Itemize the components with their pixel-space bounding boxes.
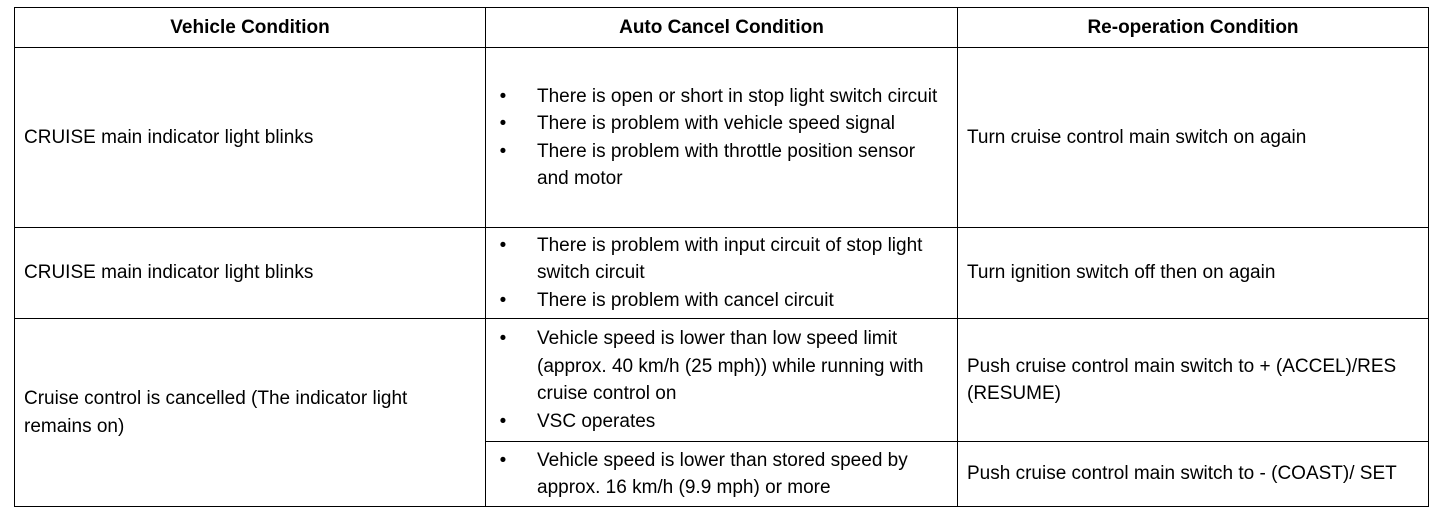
list-item <box>495 325 945 408</box>
list-item <box>495 232 945 287</box>
vehicle-condition-cell: Cruise control is cancelled (The indicator light remains on) <box>15 319 486 507</box>
table-row <box>15 319 1429 442</box>
bullet-icon: • <box>499 85 507 107</box>
list-item <box>495 287 945 315</box>
cruise-cancel-table <box>14 7 1429 507</box>
list-item-text: There is problem with throttle position sensor and motor <box>537 140 916 189</box>
bullet-icon: • <box>499 289 507 311</box>
table-row <box>15 48 1429 228</box>
auto-cancel-cell <box>486 319 958 442</box>
auto-cancel-cell <box>486 228 958 319</box>
auto-cancel-list <box>495 83 945 193</box>
header-reoperation-condition: Re-operation Condition <box>958 8 1429 48</box>
table-row <box>15 228 1429 319</box>
reoperation-cell: Push cruise control main switch to + (ACCEL)/RES (RESUME) <box>958 319 1429 442</box>
auto-cancel-cell <box>486 442 958 507</box>
list-item-text: Vehicle speed is lower than low speed limit (approx. 40 km/h (25 mph)) while running with cruise control on <box>537 328 924 404</box>
list-item-text: VSC operates <box>537 410 656 432</box>
list-item-text: There is problem with cancel circuit <box>537 289 834 311</box>
header-vehicle-condition: Vehicle Condition <box>15 8 486 48</box>
list-item <box>495 83 945 111</box>
bullet-icon: • <box>499 410 507 432</box>
header-row <box>15 8 1429 48</box>
list-item <box>495 110 945 138</box>
vehicle-condition-cell: CRUISE main indicator light blinks <box>15 228 486 319</box>
bullet-icon: • <box>499 113 507 134</box>
auto-cancel-cell <box>486 48 958 228</box>
vehicle-condition-cell: CRUISE main indicator light blinks <box>15 48 486 228</box>
reoperation-cell: Turn cruise control main switch on again <box>958 48 1429 228</box>
header-auto-cancel-condition: Auto Cancel Condition <box>486 8 958 48</box>
list-item-text: There is open or short in stop light switch circuit <box>537 85 938 107</box>
list-item-text: There is problem with input circuit of stop light switch circuit <box>537 234 923 284</box>
list-item <box>495 447 945 502</box>
bullet-icon: • <box>499 449 507 471</box>
list-item <box>495 408 945 436</box>
reoperation-cell: Turn ignition switch off then on again <box>958 228 1429 319</box>
list-item-text: There is problem with vehicle speed signal <box>537 113 896 134</box>
auto-cancel-list <box>495 232 945 315</box>
bullet-icon: • <box>499 328 507 349</box>
list-item <box>495 138 945 193</box>
reoperation-cell: Push cruise control main switch to - (COAST)/ SET <box>958 442 1429 507</box>
bullet-icon: • <box>499 234 507 256</box>
auto-cancel-list <box>495 325 945 435</box>
bullet-icon: • <box>499 140 507 162</box>
list-item-text: Vehicle speed is lower than stored speed by approx. 16 km/h (9.9 mph) or more <box>537 449 908 498</box>
auto-cancel-list <box>495 447 945 502</box>
